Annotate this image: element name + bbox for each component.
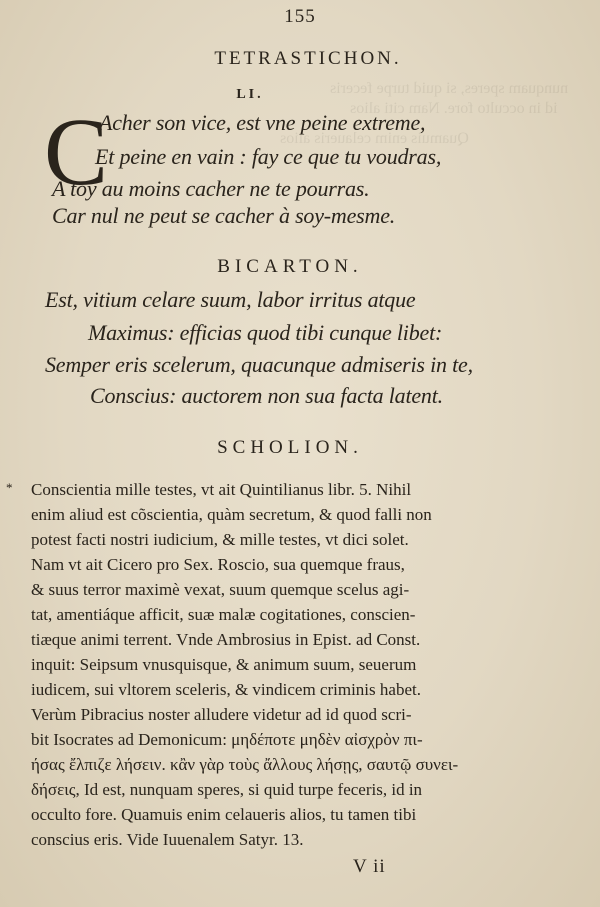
scholion-line: & suus terror maximè vexat, suum quemque scelus agi- (31, 580, 410, 599)
page-number: 155 (284, 6, 316, 27)
latin-verse-line: Maximus: efficias quod tibi cunque libet: (88, 320, 443, 345)
scholion-line: inquit: Seipsum vnusquisque, & animum suum, seuerum (31, 655, 417, 674)
scholion-line: Nam vt ait Cicero pro Sex. Roscio, sua quemque fraus, (31, 555, 405, 574)
scholion-line: Verùm Pibracius noster alludere videtur ad id quod scri- (31, 705, 412, 724)
latin-verse-line: Conscius: auctorem non sua facta latent. (90, 383, 443, 408)
drop-cap: C (44, 98, 109, 205)
tetrastichon-title: TETRASTICHON. (214, 48, 402, 69)
signature-mark: V ii (353, 856, 386, 877)
scholion-line: tat, amentiáque afficit, suæ malæ cogitationes, conscien- (31, 605, 416, 624)
bicarton-title: BICARTON. (217, 256, 363, 277)
french-verse-line: Acher son vice, est vne peine extreme, (99, 110, 426, 135)
show-through-text-2: id in occulto fore. Nam citi alios (350, 100, 558, 117)
show-through-text-3: Quamuis enim celaueris alios (280, 130, 469, 147)
latin-verse-line: Semper eris scelerum, quacunque admiseris in te, (45, 352, 473, 377)
scholion-line: Conscientia mille testes, vt ait Quintilianus libr. 5. Nihil (31, 480, 412, 499)
margin-mark: * (6, 480, 13, 495)
scholion-title: SCHOLION. (217, 437, 363, 458)
scholion-line: bit Isocrates ad Demonicum: μηδέποτε μηδὲν αἰσχρὸν πι- (31, 730, 423, 749)
quatrain-number: LI. (236, 87, 264, 102)
scholion-line: conscius eris. Vide Iuuenalem Satyr. 13. (31, 830, 304, 849)
scholion-line: ήσας ἔλπιζε λήσειν. κἂν γὰρ τοὺς ἄλλους λήσῃς, σαυτῷ συνει- (31, 755, 459, 774)
french-verse-line: A toy au moins cacher ne te pourras. (52, 176, 370, 201)
scholion-line: tiæque animi terrent. Vnde Ambrosius in Epist. ad Const. (31, 630, 421, 649)
scholion-line: δήσεις, Id est, nunquam speres, si quid turpe feceris, id in (31, 780, 423, 799)
scholion-line: iudicem, sui vltorem sceleris, & vindicem criminis habet. (31, 680, 421, 699)
french-verse-line: Et peine en vain : fay ce que tu voudras, (95, 144, 442, 169)
scholion-line: potest facti nostri iudicium, & mille testes, vt dici solet. (31, 530, 409, 549)
french-verse-line: Car nul ne peut se cacher à soy-mesme. (52, 203, 396, 228)
scholion-line: enim aliud est cõscientia, quàm secretum, & quod falli non (31, 505, 432, 524)
show-through-text: nunquam speres, si quid turpe feceris (330, 80, 569, 97)
scholion-line: occulto fore. Quamuis enim celaueris alios, tu tamen tibi (31, 805, 417, 824)
latin-verse-line: Est, vitium celare suum, labor irritus atque (45, 287, 416, 312)
